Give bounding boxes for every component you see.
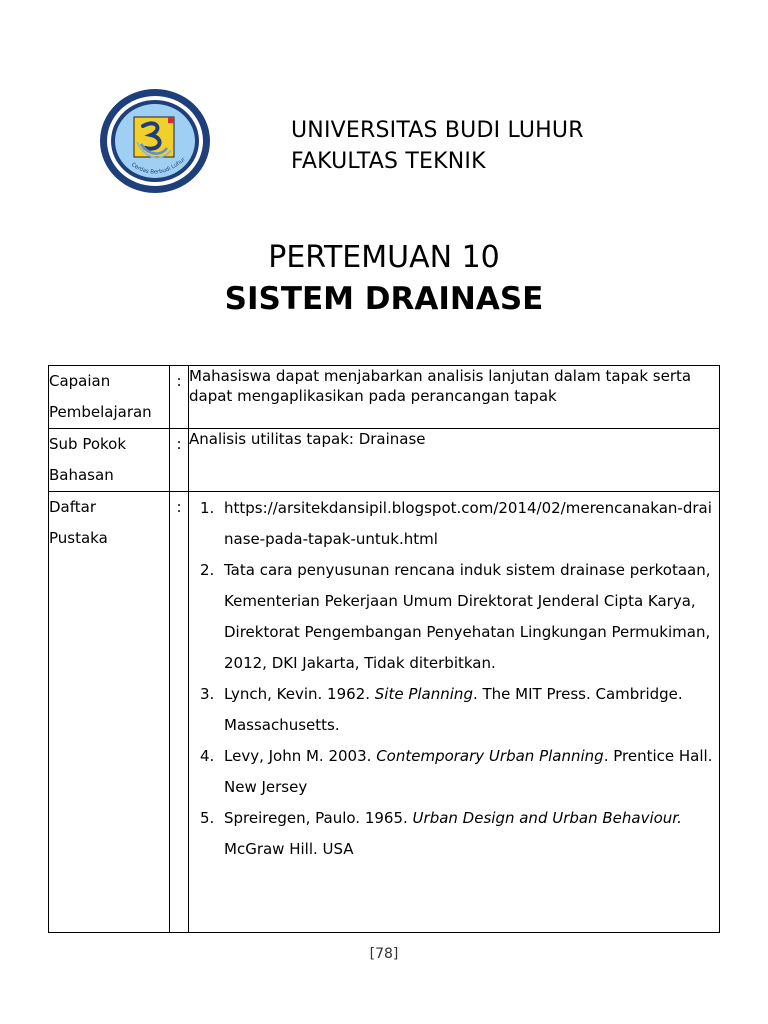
colon-cell: : bbox=[170, 366, 189, 429]
label-line: Capaian bbox=[49, 372, 111, 390]
reference-number: 1. bbox=[200, 499, 215, 517]
table-row-daftar-pustaka bbox=[49, 492, 720, 933]
info-table bbox=[48, 365, 720, 933]
row-label bbox=[49, 429, 170, 492]
row-value: Analisis utilitas tapak: Drainase bbox=[189, 429, 720, 492]
reference-number: 5. bbox=[200, 809, 215, 827]
reference-title: Site Planning bbox=[374, 685, 473, 703]
reference-item bbox=[197, 679, 715, 741]
reference-text: Tata cara penyusunan rencana induk sistem drainase perkotaan, Kementerian Pekerjaan Umum Direktorat Jenderal Cipta Karya, Direktorat Pengembangan Penyehatan Lingkungan Permukiman, 2012, DKI Jakarta, Tidak diterbitkan. bbox=[224, 561, 711, 672]
reference-title: Contemporary Urban Planning bbox=[376, 747, 604, 765]
colon-cell: : bbox=[170, 429, 189, 492]
label-line: Sub Pokok bbox=[49, 435, 127, 453]
university-name: UNIVERSITAS BUDI LUHUR bbox=[291, 118, 584, 143]
university-header bbox=[291, 115, 584, 177]
topic-title: SISTEM DRAINASE bbox=[224, 281, 544, 317]
page-number: [78] bbox=[369, 946, 399, 962]
reference-list bbox=[197, 493, 715, 865]
reference-item bbox=[197, 555, 715, 679]
row-label bbox=[49, 492, 170, 933]
meeting-number: PERTEMUAN 10 bbox=[268, 240, 500, 275]
label-line: Pembelajaran bbox=[49, 403, 152, 421]
reference-item bbox=[197, 741, 715, 803]
logo-motto-text: Cerdas Berbudi Luhur bbox=[129, 156, 187, 176]
table-row-capaian bbox=[49, 366, 720, 429]
reference-item bbox=[197, 803, 715, 865]
label-line: Bahasan bbox=[49, 466, 114, 484]
reference-text: . The MIT Press. Cambridge. Massachusetts. bbox=[224, 685, 683, 734]
row-value: Mahasiswa dapat menjabarkan analisis lanjutan dalam tapak serta dapat mengaplikasikan pada perancangan tapak bbox=[189, 366, 720, 429]
reference-title: Urban Design and Urban Behaviour. bbox=[412, 809, 682, 827]
reference-text: McGraw Hill. USA bbox=[224, 840, 354, 858]
faculty-name: FAKULTAS TEKNIK bbox=[291, 149, 486, 174]
reference-link-text: https://arsitekdansipil.blogspot.com/2014/02/merencanakan-drainase-pada-tapak-untuk.html bbox=[224, 499, 712, 548]
reference-text: . Prentice Hall. New Jersey bbox=[224, 747, 713, 796]
reference-text: Levy, John M. 2003. bbox=[224, 747, 377, 765]
reference-text: Spreiregen, Paulo. 1965. bbox=[224, 809, 413, 827]
reference-list-cell bbox=[189, 492, 720, 933]
reference-number: 4. bbox=[200, 747, 215, 765]
label-line: Pustaka bbox=[49, 529, 108, 547]
reference-item bbox=[197, 493, 715, 555]
table-row-sub-pokok bbox=[49, 429, 720, 492]
reference-number: 3. bbox=[200, 685, 215, 703]
colon-cell: : bbox=[170, 492, 189, 933]
reference-number: 2. bbox=[200, 561, 215, 579]
university-logo bbox=[97, 86, 213, 196]
label-line: Daftar bbox=[49, 498, 96, 516]
reference-text: Lynch, Kevin. 1962. bbox=[224, 685, 375, 703]
row-label bbox=[49, 366, 170, 429]
